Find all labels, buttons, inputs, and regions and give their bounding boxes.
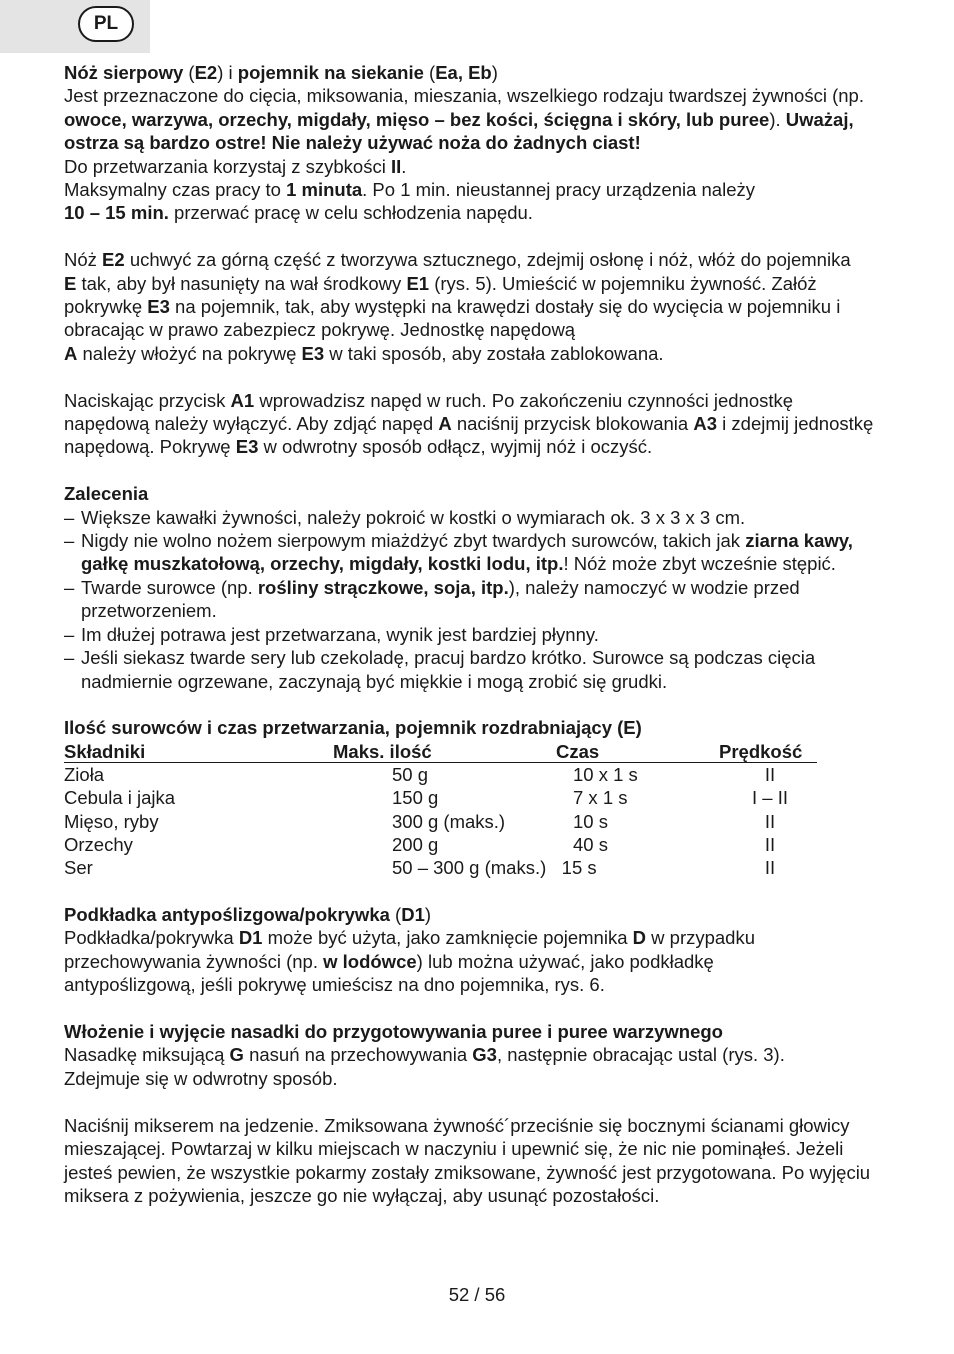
list-item: – Jeśli siekasz twarde sery lub czekoladę, pracuj bardzo krótko. Surowce są podczas cięcia nadmiernie ogrzewane, zaczynają być miękkie i mogą zrobić się grudki. [64, 646, 904, 693]
table-cell: II [764, 833, 776, 855]
section-title-puree: Włożenie i wyjęcie nasadki do przygotowywania puree i puree warzywnego [64, 1021, 723, 1043]
table-cell: II [764, 763, 776, 785]
table-cell: Cebula i jajka [64, 787, 176, 809]
table-cell: 150 g [392, 787, 439, 809]
table-cell: Zioła [64, 763, 105, 785]
drive-operation: Naciskając przycisk A1 wprowadzisz napęd w ruch. Po zakończeniu czynności jednostkę napędową należy wyłączyć. Aby zdjąć napęd A naciśnij przycisk blokowania A3 i zdejmij jednostkę napędową. Pokrywę E3 w odwrotny sposób odłącz, wyjmij nóż i oczyść. [64, 389, 874, 458]
language-tab [0, 0, 150, 53]
table-header-cell: Maks. ilość [333, 740, 432, 762]
table-header-cell: Składniki [64, 740, 146, 762]
knife-description: Jest przeznaczone do cięcia, miksowania, mieszania, wszelkiego rodzaju twardszej żywności (np. owoce, warzywa, orzechy, migdały, mięso – bez kości, ścięgna i skóry, lub puree). Uważaj, ostrza są bardzo ostre! Nie należy używać noża do żadnych ciast! [64, 85, 864, 154]
table-row [64, 763, 904, 786]
table-cell: 300 g (maks.) [392, 810, 506, 832]
recommendations-title: Zalecenia [64, 483, 149, 505]
table-cell: Mięso, ryby [64, 810, 159, 832]
table-row [64, 856, 904, 879]
table-cell: II [764, 857, 776, 879]
recommendations-list [64, 506, 904, 693]
table-header-cell: Czas [556, 740, 600, 762]
table-cell: I – II [752, 787, 788, 809]
language-badge: PL [78, 6, 134, 42]
table-row [64, 833, 904, 856]
table-cell: II [764, 810, 776, 832]
section-title-knife: Nóż sierpowy (E2) i pojemnik na siekanie (Ea, Eb) [64, 62, 498, 83]
table-cell: Ser [64, 857, 93, 879]
mixer-usage: Naciśnij mikserem na jedzenie. Zmiksowana żywność´przeciśnie się bocznymi ścianami głowicy mieszającej. Powtarzaj w kilku miejscach w naczyniu i upewnić się, że nic nie pominąłeś. Jeżeli jesteś pewien, że wszystkie pokarmy zostały zmiksowane, żywność jest przygotowana. Po wyjęciu miksera z pożywienia, jeszcze go nie wyłączaj, aby usunąć pozostałości. [64, 1114, 871, 1206]
pad-description: Podkładka/pokrywka D1 może być użyta, jako zamknięcie pojemnika D w przypadku przechowywania żywności (np. w lodówce) lub można używać, jako podkładkę antypoślizgową, jeśli pokrywę umieścisz na dno pojemnika, rys. 6. [64, 927, 756, 996]
table-header [64, 740, 904, 763]
table-title: Ilość surowców i czas przetwarzania, pojemnik rozdrabniający (E) [64, 717, 642, 739]
table-row [64, 786, 904, 809]
list-item: – Im dłużej potrawa jest przetwarzana, wynik jest bardziej płynny. [64, 623, 904, 646]
table-row [64, 810, 904, 833]
table-cell: 7 x 1 s [573, 787, 628, 809]
table-cell: 200 g [392, 833, 439, 855]
table-cell: 10 s [573, 810, 608, 832]
table-cell: 50 g [392, 763, 429, 785]
table-cell: 50 – 300 g (maks.) 15 s [392, 857, 597, 879]
list-item: – Większe kawałki żywności, należy pokroić w kostki o wymiarach ok. 3 x 3 x 3 cm. [64, 506, 904, 529]
knife-max-time: Maksymalny czas pracy to 1 minuta. Po 1 min. nieustannej pracy urządzenia należy 10 – 15 min. przerwać pracę w celu schłodzenia napędu. [64, 179, 755, 224]
knife-speed: Do przetwarzania korzystaj z szybkości II. [64, 155, 407, 177]
list-item: – Nigdy nie wolno nożem sierpowym miażdżyć zbyt twardych surowców, takich jak ziarna kawy, gałkę muszkatołową, orzechy, migdały, kostki lodu, itp.! Nóż może zbyt wcześnie stępić. [64, 529, 904, 576]
knife-assembly: Nóż E2 uchwyć za górną część z tworzywa sztucznego, zdejmij osłonę i nóż, włóż do pojemnika E tak, aby był nasunięty na wał środkowy E1 (rys. 5). Umieścić w pojemniku żywność. Załóż pokrywkę E3 na pojemnik, tak, aby występki na krawędzi dostały się do wycięcia w pojemniku i obracając w prawo zabezpiecz pokrywę. Jednostkę napędową A należy włożyć na pokrywę E3 w taki sposób, aby została zablokowana. [64, 249, 851, 364]
table-cell: 40 s [573, 833, 608, 855]
section-title-pad: Podkładka antypoślizgowa/pokrywka (D1) [64, 904, 432, 926]
puree-description: Nasadkę miksującą G nasuń na przechowywania G3, następnie obracając ustal (rys. 3). Zdejmuje się w odwrotny sposób. [64, 1044, 785, 1089]
page-number: 52 / 56 [448, 1284, 506, 1305]
page-content [64, 61, 904, 1207]
table-header-cell: Prędkość [719, 740, 803, 762]
table-cell: Orzechy [64, 833, 133, 855]
table-cell: 10 x 1 s [573, 763, 638, 785]
ingredients-table [64, 740, 904, 880]
list-item: – Twarde surowce (np. rośliny strączkowe, soja, itp.), należy namoczyć w wodzie przed przetworzeniem. [64, 576, 904, 623]
